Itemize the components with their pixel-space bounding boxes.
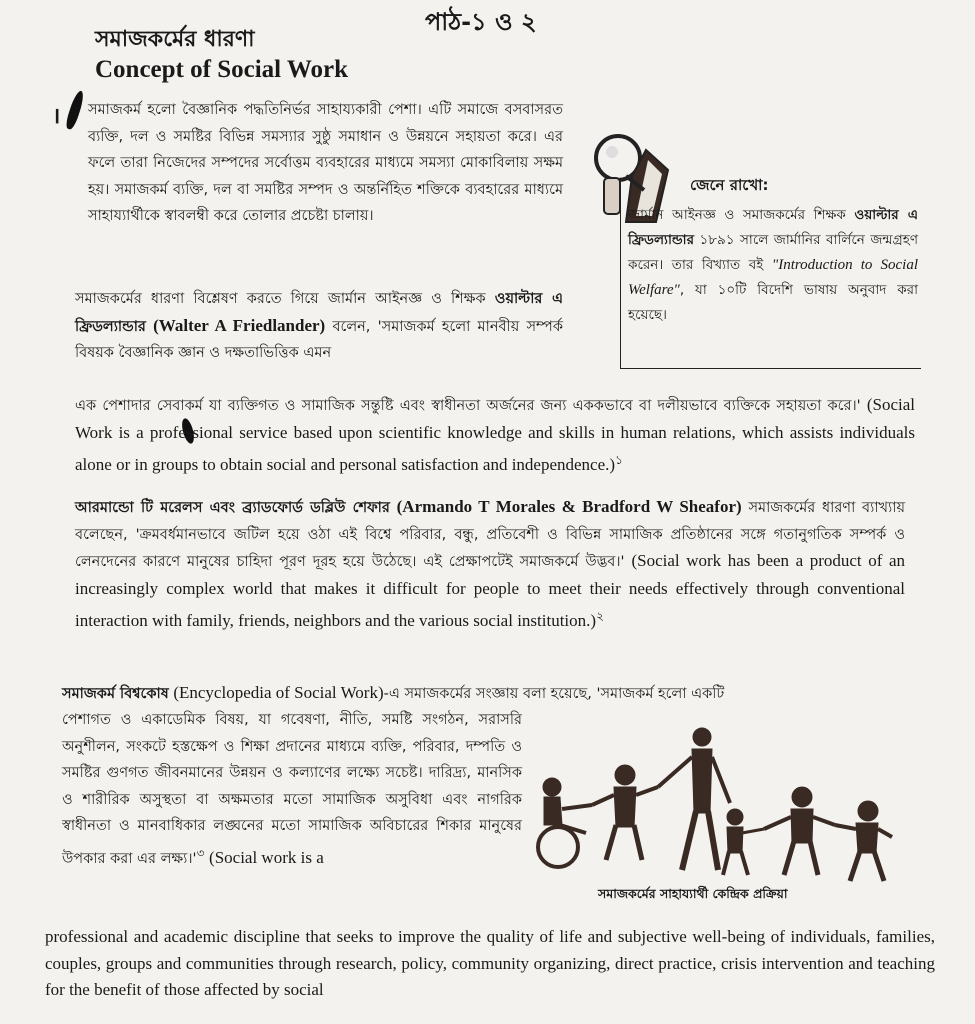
section-title-english: Concept of Social Work — [95, 56, 349, 83]
paragraph-text: এক পেশাদার সেবাকর্ম যা ব্যক্তিগত ও সামাজিক সন্তুষ্টি এবং স্বাধীনতা অর্জনের জন্য এককভাবে বা দলীয়ভাবে ব্যক্তিকে সহায়তা করে।' — [75, 398, 861, 414]
info-box-book: "Introduction to Social Welfare" — [628, 257, 918, 298]
lesson-number: পাঠ-১ ও ২ — [425, 8, 537, 36]
info-box-text1: ১৮৯১ সালে জার্মানির বার্লিনে জন্মগ্রহণ করেন। তার বিখ্যাত বই — [628, 232, 918, 273]
info-box-name: ওয়াল্টার এ ফ্রিডল্যান্ডার — [628, 207, 918, 248]
source-name-bengali: সমাজকর্ম বিশ্বকোষ — [62, 686, 169, 702]
footnote-ref: ২ — [596, 609, 604, 623]
paragraph-text: বলেন, 'সমাজকর্ম হলো মানবীয় সম্পর্ক বিষয়ক বৈজ্ঞানিক জ্ঞান ও দক্ষতাভিত্তিক এমন — [75, 318, 563, 361]
footnote-ref: ১ — [615, 453, 623, 467]
quote-english: (Social Work is a professional service based upon scientific knowledge and skills in human relations, which assists individuals alone or in groups to obtain social and personal satisfaction and independence.) — [75, 395, 915, 474]
people-holding-hands-illustration — [530, 725, 895, 885]
figure-caption: সমাজকর্মের সাহায্যার্থী কেন্দ্রিক প্রক্রিয়া — [598, 886, 788, 901]
author-name-english: (Walter A Friedlander) — [153, 315, 326, 335]
list-marker: । — [52, 103, 61, 129]
author-name-bengali: আরমান্ডো টি মরেলস এবং ব্র্যাডফোর্ড ডব্লিউ শেফার — [75, 500, 390, 516]
paragraph-friedlander-cont — [75, 392, 915, 479]
paragraph-lead: সমাজকর্মের ধারণা বিশ্লেষণ করতে গিয়ে জার্মান আইনজ্ঞ ও শিক্ষক — [75, 291, 486, 307]
info-box-text — [628, 203, 918, 328]
paragraph-friedlander — [75, 286, 563, 367]
paragraph-encyclopedia — [62, 707, 522, 872]
pen-mark-icon — [64, 89, 86, 130]
paragraph-encyclopedia-lead — [62, 680, 932, 708]
source-name-english: (Encyclopedia of Social Work) — [173, 683, 384, 702]
info-box-lead: জার্মান আইনজ্ঞ ও সমাজকর্মের শিক্ষক — [628, 207, 846, 223]
footnote-ref: ৩ — [196, 845, 205, 860]
paragraph-text: পেশাগত ও একাডেমিক বিষয়, যা গবেষণা, নীতি, সমষ্টি সংগঠন, সরাসরি অনুশীলন, সংকটে হস্তক্ষেপ ও শিক্ষা প্রদানের মাধ্যমে ব্যক্তি, পরিবার, দম্পতি ও সমষ্টির গুণগত জীবনমানের উন্নয়ন ও কল্যাণের লক্ষ্যে সচেষ্ট। দারিদ্র্য, মানসিক ও শারীরিক অসুস্থতা বা অক্ষমতার মতো সামাজিক অসুবিধা এবং নাগরিক স্বাধীনতা ও মানবাধিকার লঙ্ঘনের মতো সামাজিক অবিচারের শিকার মানুষের উপকার করা এর লক্ষ্য।' — [62, 712, 522, 867]
paragraph-definition: সমাজকর্ম হলো বৈজ্ঞানিক পদ্ধতিনির্ভর সাহায্যকারী পেশা। এটি সমাজে বসবাসরত ব্যক্তি, দল ও সমষ্টির বিভিন্ন সমস্যার সুষ্ঠু সমাধান ও উন্নয়নে সহায়তা করে। এর ফলে তারা নিজেদের সম্পদের সর্বোত্তম ব্যবহারের মাধ্যমে সমস্যা মোকাবিলায় সক্ষম হয়। সমাজকর্ম ব্যক্তি, দল বা সমষ্টির সম্পদ ও অন্তর্নিহিত শক্তিকে ব্যবহারের মাধ্যমে সাহায্যার্থীকে স্বাবলম্বী করে তোলার প্রচেষ্টা চালায়। — [88, 102, 563, 224]
author-name-bengali: ওয়াল্টার এ ফ্রিডল্যান্ডার — [75, 291, 563, 335]
section-title-bengali: সমাজকর্মের ধারণা — [95, 27, 255, 52]
quote-english-continued: professional and academic discipline that seeks to improve the quality of life and subjective well-being of individuals, families, couples, groups and communities through research, policy, community organizing, direct practice, crisis intervention and teaching for the benefit of those affected by social — [45, 927, 935, 999]
info-box-text2: , যা ১০টি বিদেশি ভাষায় অনুবাদ করা হয়েছে। — [628, 282, 918, 323]
quote-english-start: (Social work is a — [209, 847, 324, 867]
info-box-title: জেনে রাখো: — [690, 176, 769, 194]
author-name-english: (Armando T Morales & Bradford W Sheafor) — [396, 497, 742, 516]
paragraph-morales-sheafor — [75, 494, 905, 635]
quote-english: (Social work has been a product of an increasingly complex world that makes it difficult for people to meet their needs effectively through conventional interaction with family, friends, neighbors and the various social institution.) — [75, 551, 905, 630]
paragraph-text: সমাজকর্মের ধারণা ব্যাখ্যায় বলেছেন, 'ক্রমবর্ধমানভাবে জটিল হয়ে ওঠা এই বিশ্বে পরিবার, বন্ধু, প্রতিবেশী ও বিভিন্ন সামাজিক প্রতিষ্ঠানের সঙ্গে গতানুগতিক সম্পর্ক ও লেনদেনের কারণে মানুষের চাহিদা পূরণ দূরহ হয়ে উঠেছে। এই প্রেক্ষাপটেই সমাজকর্মে উদ্ভব।' — [75, 500, 905, 570]
paragraph-lead: -এ সমাজকর্মের সংজ্ঞায় বলা হয়েছে, 'সমাজকর্ম হলো একটি — [383, 686, 725, 702]
